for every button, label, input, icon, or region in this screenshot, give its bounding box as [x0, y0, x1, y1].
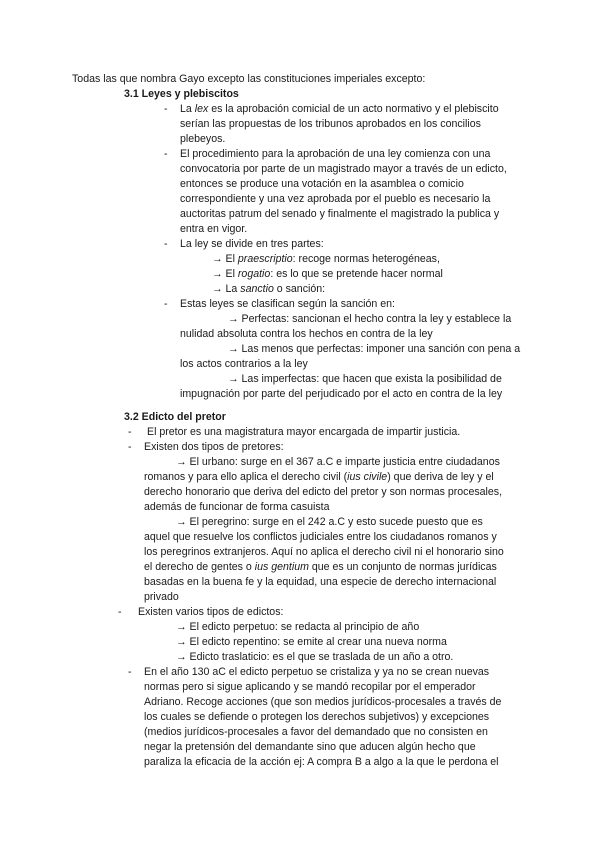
paragraph-line: los peregrinos extranjeros. Aquí no aplica el derecho civil ni el honorario sino [144, 546, 504, 558]
paragraph-line: → El peregrino: surge en el 242 a.C y esto sucede puesto que es [176, 516, 483, 528]
paragraph-line: basadas en la buena fe y la equidad, una especie de derecho internacional [144, 576, 497, 588]
bullet-dash: - [164, 238, 168, 250]
paragraph-line: → El edicto perpetuo: se redacta al principio de año [176, 621, 420, 633]
bullet-dash: - [128, 441, 132, 453]
ius-gentium-line: el derecho de gentes o ius gentium que es un conjunto de normas jurídicas [144, 561, 497, 573]
paragraph-line: → Las imperfectas: que hacen que exista la posibilidad de [228, 373, 502, 385]
paragraph-line: Estas leyes se clasifican según la sanción en: [180, 298, 395, 310]
intro-line: Todas las que nombra Gayo excepto las constituciones imperiales excepto: [72, 73, 426, 85]
paragraph-line: además de funcionar de forma casuista [144, 501, 330, 513]
bullet-dash: - [164, 298, 168, 310]
paragraph-line: auctoritas patrum del senado y finalmente el magistrado la publica y [180, 208, 500, 220]
paragraph-line: El pretor es una magistratura mayor encargada de impartir justicia. [147, 426, 461, 438]
law-part-rogatio: → El rogatio: es lo que se pretende hacer normal [212, 268, 443, 280]
paragraph-line: paraliza la eficacia de la acción ej: A compra B a algo a la que le perdona el [144, 756, 499, 768]
paragraph-line: privado [144, 591, 179, 603]
paragraph-line: → Perfectas: sancionan el hecho contra la ley y establece la [228, 313, 512, 325]
section-heading-3-2: 3.2 Edicto del pretor [124, 411, 226, 423]
paragraph-line: → Edicto traslaticio: es el que se traslada de un año a otro. [176, 651, 454, 663]
paragraph-line: aquel que resuelve los conflictos judiciales entre los ciudadanos romanos y [144, 531, 497, 543]
bullet-dash: - [164, 103, 168, 115]
paragraph-line: derecho honorario que deriva del edicto del pretor y son normas procesales, [144, 486, 503, 498]
bullet-dash: - [128, 666, 132, 678]
paragraph-line: En el año 130 aC el edicto perpetuo se cristaliza y ya no se crean nuevas [144, 666, 490, 678]
paragraph-line: normas pero si sigue aplicando y se mandó recopilar por el emperador [144, 681, 476, 693]
paragraph-line: entonces se produce una votación en la asamblea o comicio [180, 178, 464, 190]
paragraph-line: → El urbano: surge en el 367 a.C e imparte justicia entre ciudadanos [176, 456, 500, 468]
paragraph-line: entra en vigor. [180, 223, 248, 235]
paragraph-line: nulidad absoluta contra los hechos en contra de la ley [180, 328, 433, 340]
lex-definition-line: La lex es la aprobación comicial de un acto normativo y el plebiscito [180, 103, 499, 115]
paragraph-line: serían las propuestas de los tribunos aprobados en los concilios [180, 118, 481, 130]
paragraph-line: convocatoria por parte de un magistrado mayor a través de un edicto, [180, 163, 507, 175]
law-part-praescriptio: → El praescriptio: recoge normas heterogéneas, [212, 253, 440, 265]
paragraph-line: → Las menos que perfectas: imponer una sanción con pena a [228, 343, 521, 355]
paragraph-line: los cuales se defiende o protegen los derechos subjetivos) y excepciones [144, 711, 490, 723]
bullet-dash: - [118, 606, 122, 618]
paragraph-line: La ley se divide en tres partes: [180, 238, 324, 250]
paragraph-line: (medios jurídicos-procesales a favor del demandado que no consisten en [144, 726, 488, 738]
bullet-dash: - [164, 148, 168, 160]
paragraph-line: Existen varios tipos de edictos: [138, 606, 284, 618]
bullet-dash: - [128, 426, 132, 438]
paragraph-line: Adriano. Recoge acciones (que son medios jurídicos-procesales a través de [144, 696, 502, 708]
paragraph-line: los actos contrarios a la ley [180, 358, 308, 370]
paragraph-line: plebeyos. [180, 133, 226, 145]
law-part-sanctio: → La sanctio o sanción: [212, 283, 326, 295]
paragraph-line: Existen dos tipos de pretores: [144, 441, 284, 453]
section-heading-3-1: 3.1 Leyes y plebiscitos [124, 88, 239, 100]
paragraph-line: impugnación por parte del perjudicado por el acto en contra de la ley [180, 388, 503, 400]
ius-civile-line: romanos y para ello aplica el derecho civil (ius civile) que deriva de ley y el [144, 471, 494, 483]
paragraph-line: correspondiente y una vez aprobada por el pueblo es necesario la [180, 193, 491, 205]
paragraph-line: → El edicto repentino: se emite al crear una nueva norma [176, 636, 447, 648]
paragraph-line: negar la pretensión del demandante sino que aducen algún hecho que [144, 741, 476, 753]
paragraph-line: El procedimiento para la aprobación de una ley comienza con una [180, 148, 491, 160]
